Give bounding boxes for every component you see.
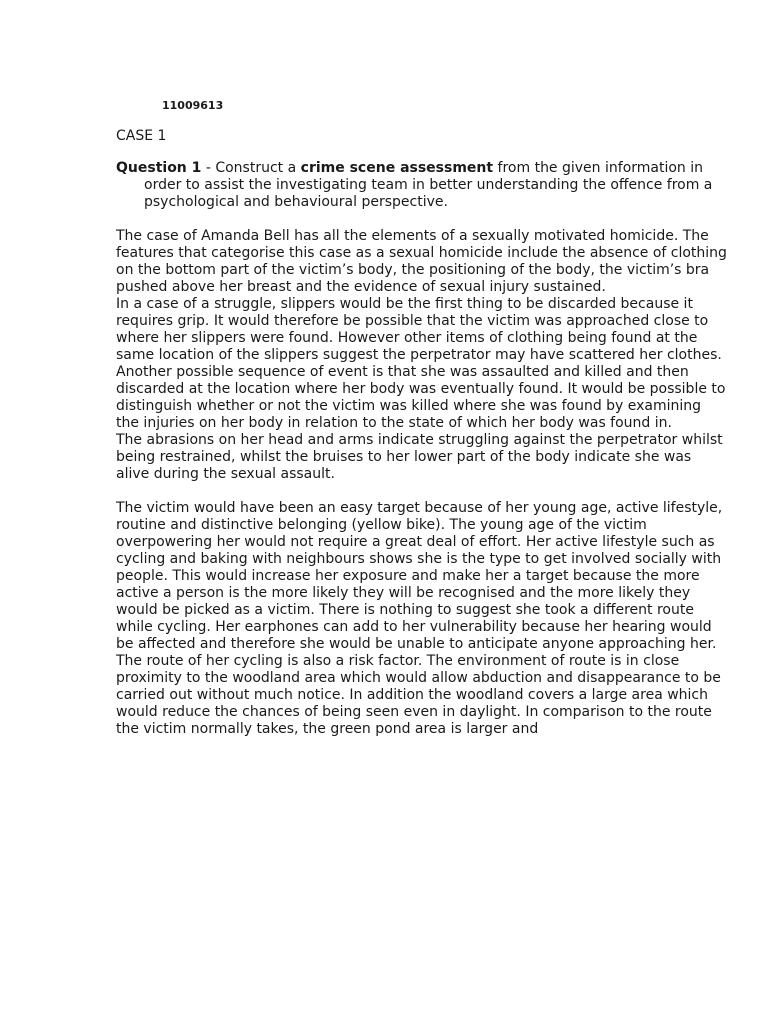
case-heading: CASE 1 [116, 128, 167, 144]
paragraph-route-risk: The route of her cycling is also a risk factor. The environment of route is in close proximity to the woodland area which would allow abduction and disappearance to be carried out without much notice. In addition the woodland covers a large area which would reduce the chances of being seen even in daylight. In comparison to the route the victim normally takes, the green pond area is larger and [116, 653, 721, 737]
paragraph-abrasions: The abrasions on her head and arms indicate struggling against the perpetrator whilst being restrained, whilst the bruises to her lower part of the body indicate she was alive during the sexual assault. [116, 432, 723, 482]
paragraph-sexual-homicide: The case of Amanda Bell has all the elements of a sexually motivated homicide. The features that categorise this case as a sexual homicide include the absence of clothing on the bottom part of the victim’s body, the positioning of the body, the victim’s bra pushed above her breast and the evidence of sexual injury sustained. [116, 228, 727, 295]
paragraph-struggle: In a case of a struggle, slippers would be the first thing to be discarded because it requires grip. It would therefore be possible that the victim was approached close to where her slippers were found. However other items of clothing being found at the same location of the slippers suggest the perpetrator may have scattered her clothes. Another possible sequence of event is that she was assaulted and killed and then discarded at the location where her body was eventually found. It would be possible to distinguish whether or not the victim was killed where she was found by examining the injuries on her body in relation to the state of which her body was found in. [116, 296, 726, 431]
question-prefix: - Construct a [201, 160, 301, 176]
student-id: 11009613 [162, 99, 224, 112]
question-emphasis: crime scene assessment [300, 160, 494, 176]
question-1 [116, 160, 728, 211]
question-suffix: from the given information in order to assist the investigating team in better understanding the offence from a psychological and behavioural perspective. [144, 160, 713, 210]
spacer [116, 211, 728, 228]
question-label: Question 1 [116, 160, 202, 176]
spacer [116, 483, 728, 500]
paragraph-victim-target: The victim would have been an easy target because of her young age, active lifestyle, routine and distinctive belonging (yellow bike). The young age of the victim overpowering her would not require a great deal of effort. Her active lifestyle such as cycling and baking with neighbours shows she is the type to get involved socially with people. This would increase her exposure and make her a target because the more active a person is the more likely they will be recognised and the more likely they would be picked as a victim. There is nothing to suggest she took a different route while cycling. Her earphones can add to her vulnerability because her hearing would be affected and therefore she would be unable to anticipate anyone approaching her. [116, 500, 723, 652]
